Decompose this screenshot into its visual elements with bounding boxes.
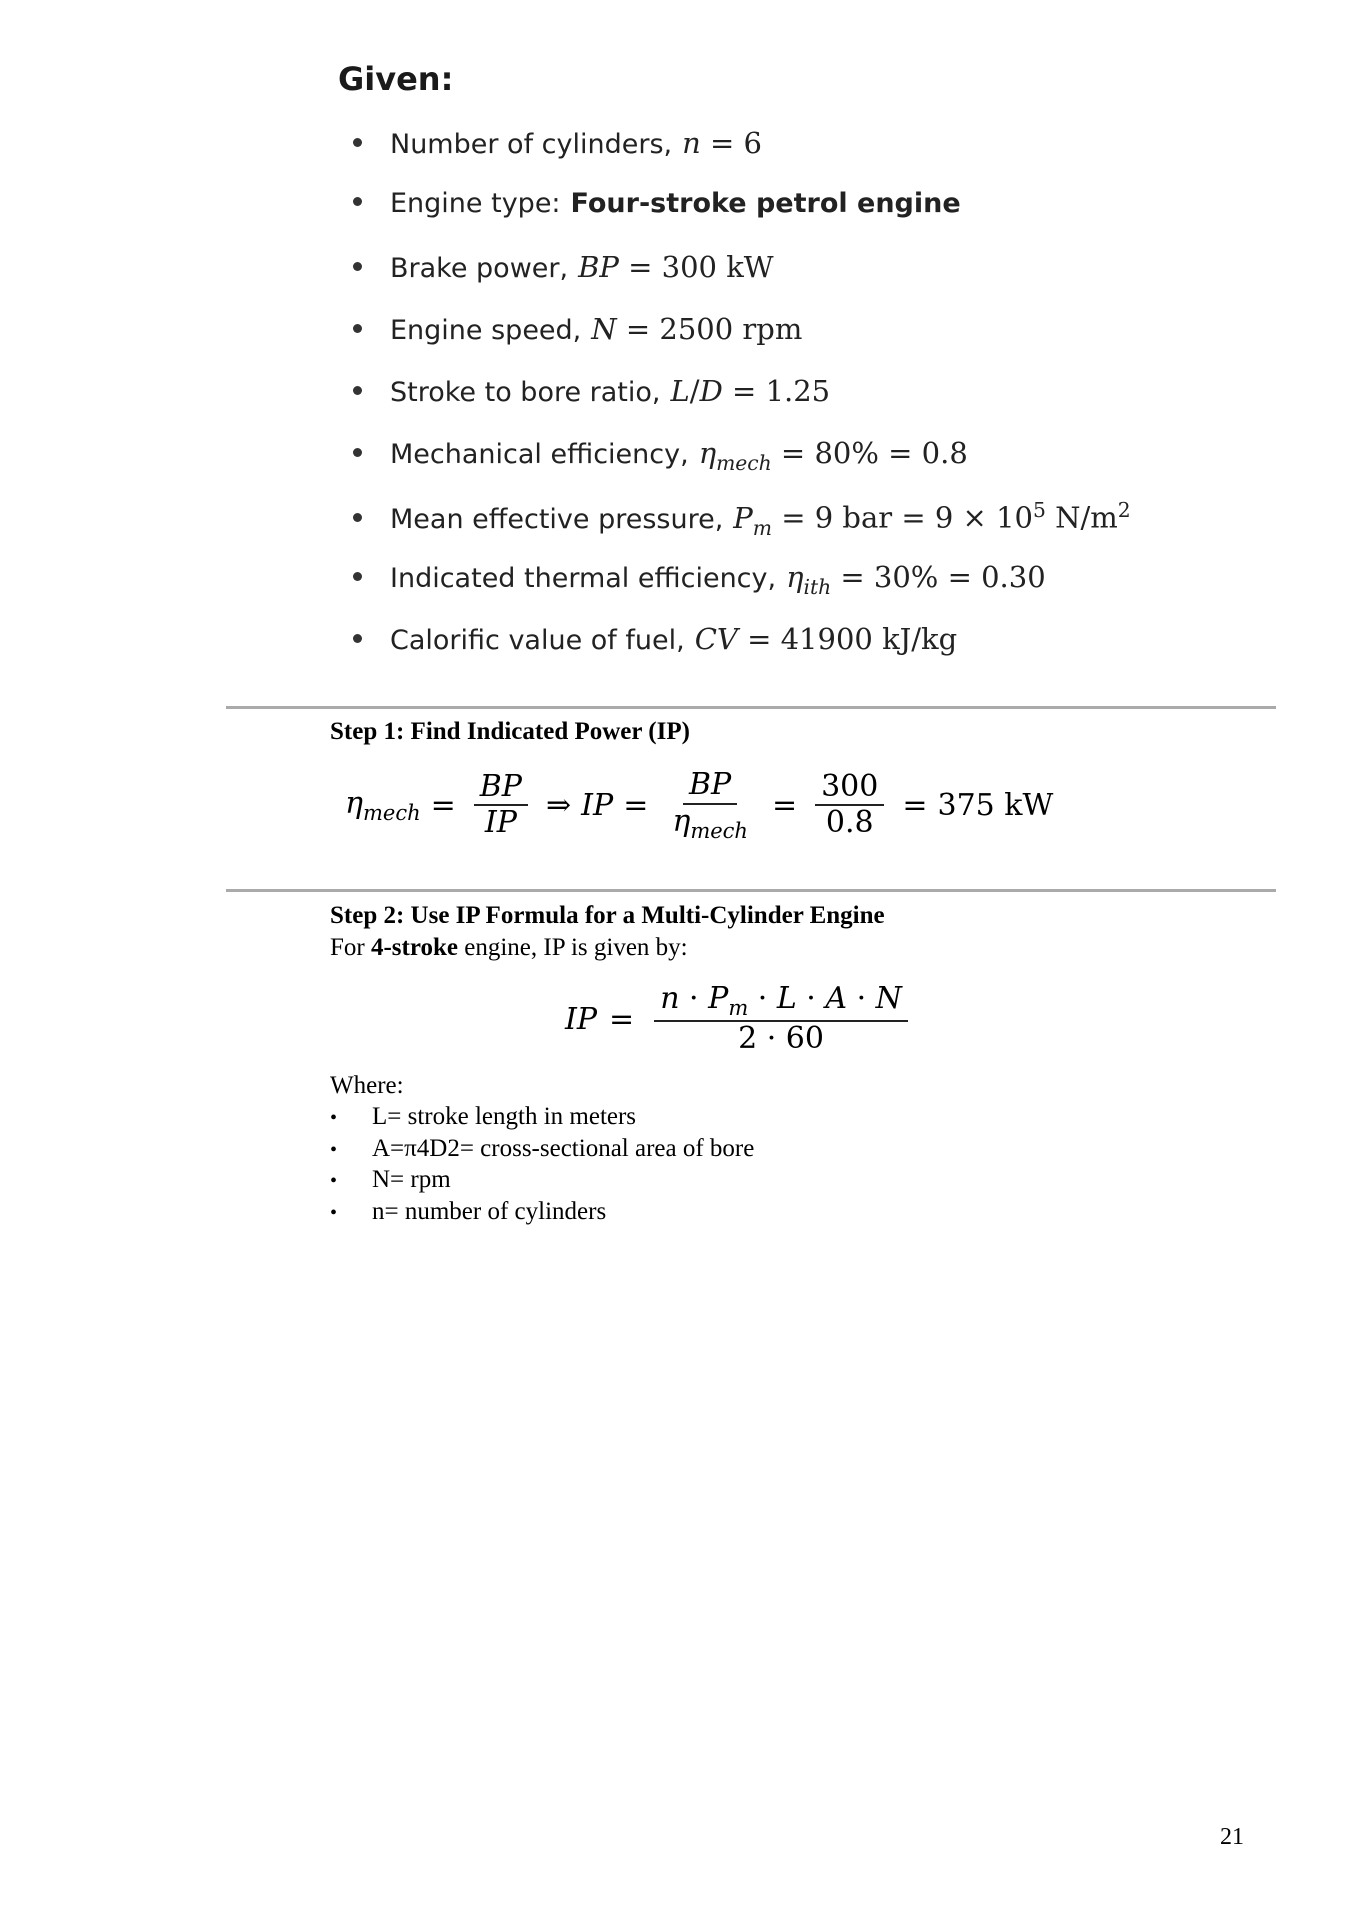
fraction: $\frac{BP}{IP}$	[474, 770, 528, 841]
divider	[226, 706, 1276, 709]
given-label: Indicated thermal efficiency,	[390, 563, 777, 594]
given-math: n = 6	[682, 126, 762, 160]
fraction: $\frac{300}{0.8}$	[815, 770, 884, 841]
where-item: • N= rpm	[330, 1166, 451, 1193]
bullet-icon	[353, 138, 362, 147]
where-item: • A=π4D2= cross-sectional area of bore	[330, 1134, 755, 1162]
given-label: Engine type:	[390, 188, 561, 219]
given-math: CV = 41900 kJ/kg	[694, 622, 958, 656]
bullet-icon	[353, 448, 362, 457]
given-item-mep	[353, 498, 1253, 560]
bullet-icon: •	[330, 1170, 338, 1192]
where-label: Where:	[330, 1072, 404, 1099]
where-item: • L= stroke length in meters	[330, 1103, 637, 1130]
given-math: $\eta_{mech} = 80\% = 0.8$	[698, 436, 968, 475]
given-heading: Given:	[338, 60, 454, 98]
step2-equation: IP = $\frac{n \cdot P_m \cdot L \cdot A \cdot N}{2 \cdot 60}$	[565, 982, 916, 1057]
step1-equation: $\eta_{mech}$ = $\frac{BP}{IP}$ ⇒ IP = $\frac{BP}{\eta_{mech}}$ = $\frac{300}{0.8}$ = 375 kW	[345, 767, 1054, 843]
given-item-stroke-bore	[353, 374, 1253, 436]
given-item-cylinders	[353, 126, 1253, 188]
given-math: L/D = 1.25	[670, 374, 831, 408]
given-item-engine-type	[353, 188, 1253, 250]
given-item-mech-eff	[353, 436, 1253, 498]
bullet-icon: •	[330, 1138, 338, 1161]
bullet-icon	[353, 634, 362, 643]
fraction: $\frac{n \cdot P_m \cdot L \cdot A \cdot N}{2 \cdot 60}$	[654, 982, 908, 1057]
given-label: Brake power,	[390, 253, 569, 284]
page-number: 21	[1220, 1824, 1244, 1850]
step2-intro: For 4-stroke engine, IP is given by:	[330, 934, 688, 961]
given-label: Mechanical efficiency,	[390, 439, 689, 470]
bullet-icon	[353, 197, 362, 206]
given-item-cv	[353, 622, 1253, 684]
bullet-icon	[353, 262, 362, 271]
where-list	[330, 1103, 754, 1229]
given-item-engine-speed	[353, 312, 1253, 374]
given-math: N = 2500 rpm	[591, 312, 803, 346]
bullet-icon	[353, 572, 362, 581]
bullet-icon	[353, 324, 362, 333]
bullet-icon	[353, 513, 362, 522]
eq-term: $\eta_{mech}$	[345, 785, 421, 825]
bullet-icon: •	[330, 1201, 338, 1224]
given-label: Engine speed,	[390, 315, 582, 346]
given-label: Mean effective pressure,	[390, 503, 724, 535]
bullet-icon	[353, 386, 362, 395]
given-bold-value: Four-stroke petrol engine	[570, 188, 961, 219]
given-list	[353, 126, 1253, 684]
given-math: $P_m = 9$ bar = $9 \times 10^5$ $N/m^2$	[733, 498, 1131, 540]
given-math: $\eta_{ith} = 30\% = 0.30$	[786, 560, 1046, 599]
given-label: Stroke to bore ratio,	[390, 377, 661, 408]
fraction: $\frac{BP}{\eta_{mech}}$	[672, 767, 748, 843]
given-item-ith-eff	[353, 560, 1253, 622]
step2-title: Step 2: Use IP Formula for a Multi-Cylinder Engine	[330, 902, 885, 929]
given-label: Calorific value of fuel,	[390, 625, 685, 656]
where-item: • n= number of cylinders	[330, 1197, 607, 1225]
given-item-brake-power	[353, 250, 1253, 312]
step1-title: Step 1: Find Indicated Power (IP)	[330, 718, 690, 745]
given-math: BP = 300 kW	[578, 250, 774, 284]
given-label: Number of cylinders,	[390, 129, 673, 160]
divider	[226, 889, 1276, 892]
bullet-icon: •	[330, 1107, 338, 1129]
